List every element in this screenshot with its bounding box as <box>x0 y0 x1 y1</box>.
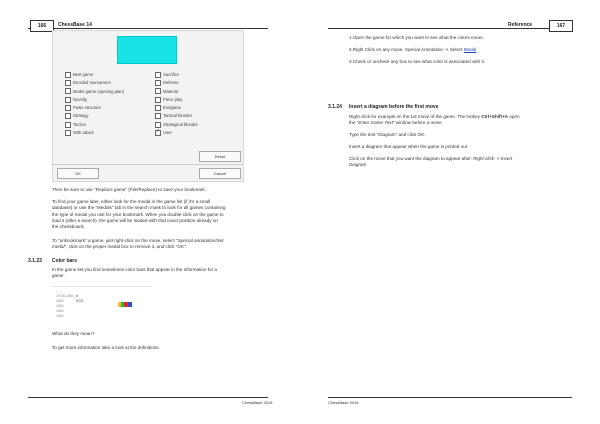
checkbox-label: Endgame <box>163 105 181 111</box>
checkbox-option[interactable] <box>65 129 155 137</box>
paragraph-replace-game: Then be sure to use "Replace game" (File/Replace) to save your bookmark. <box>52 187 206 192</box>
checkbox[interactable] <box>155 80 161 86</box>
checkbox-option[interactable] <box>155 79 245 87</box>
game-list-row <box>56 299 84 303</box>
text-span: open <box>508 114 520 119</box>
section-title: Insert a diagram before the first move <box>349 104 439 110</box>
checkbox-option[interactable] <box>65 104 155 112</box>
section-number: 3.1.23 <box>28 258 42 264</box>
game-list-cell: 1851 <box>56 309 64 313</box>
text-line: In the game list you find sometimes color bars that appear in the information for a <box>52 267 217 272</box>
checkbox-label: Tactics <box>73 121 86 127</box>
text-span: the " <box>349 120 359 126</box>
paragraph-type-text: Type the text "Diagram" and click OK. <box>349 132 426 137</box>
checkbox-option[interactable] <box>155 129 245 137</box>
game-list-row <box>56 294 78 298</box>
text-span: Right click for example on the 1st move of the game. The hotkey <box>349 114 482 119</box>
checkbox-option[interactable] <box>65 112 155 120</box>
paragraph-insert-diagram: Insert a diagram that appear when the game is printed out <box>349 144 467 149</box>
paragraph-find-game <box>52 199 282 230</box>
checkbox-label: Material <box>163 88 178 94</box>
checkbox[interactable] <box>65 97 71 103</box>
checkbox-label: Defense <box>163 80 179 86</box>
checkbox[interactable] <box>155 72 161 78</box>
left-footer-rule <box>28 397 268 398</box>
step-2 <box>349 47 589 53</box>
left-footer: ChessBase 2016 <box>242 400 273 405</box>
checkbox[interactable] <box>65 88 71 94</box>
checkbox[interactable] <box>155 88 161 94</box>
cancel-button[interactable]: Cancel <box>199 168 241 179</box>
checkbox-label: Novelty <box>73 96 87 102</box>
checkbox[interactable] <box>155 97 161 103</box>
checkbox-label: User <box>163 130 172 136</box>
checkbox-option[interactable] <box>65 71 155 79</box>
checkbox-option[interactable] <box>155 71 245 79</box>
right-page <box>300 0 600 424</box>
text-line: load it (after a search), the game will be loaded with that exact position already on <box>52 217 218 223</box>
checkbox[interactable] <box>155 130 161 136</box>
italic-text: Enter Game Text <box>358 120 393 126</box>
left-header-rule <box>28 28 268 29</box>
step-1: 1.Open the game for which you want to see what the colors mean. <box>349 35 484 40</box>
right-header-title: Reference <box>508 22 533 28</box>
checkbox-option[interactable] <box>65 88 155 96</box>
right-page-number: 167 <box>549 20 573 32</box>
italic-text: Right click -> Insert <box>473 156 513 161</box>
reset-button[interactable]: Reset <box>199 151 241 162</box>
color-bar <box>128 302 132 307</box>
checkbox[interactable] <box>65 80 71 86</box>
section-number: 3.1.24 <box>328 104 342 110</box>
paragraph-definitions: To get more information take a look at the definitions. <box>52 345 160 350</box>
right-header-rule <box>328 28 572 29</box>
dialog-left-options <box>65 71 155 137</box>
checkbox-label: Model game (opening plan) <box>73 88 124 94</box>
paragraph-hotkey <box>349 114 589 127</box>
checkbox-label: Strategy <box>73 113 89 119</box>
hotkey-text: Ctrl+Shift+A <box>481 114 508 119</box>
game-list-cell: e <box>76 294 78 298</box>
text-span: 2.Right Click on any move. Special Annotation -> Select <box>349 47 464 52</box>
paragraph-question: What do they mean? <box>52 331 95 336</box>
checkbox-label: Best game <box>73 72 94 77</box>
checkbox[interactable] <box>65 130 71 136</box>
checkbox[interactable] <box>155 113 161 119</box>
medal-link[interactable]: Medal <box>463 47 477 52</box>
checkbox-option[interactable] <box>155 88 245 96</box>
checkbox-label: Sacrifice <box>163 72 180 77</box>
game-list-cell: VCS <box>76 299 84 303</box>
left-header-title: ChessBase 14 <box>58 22 92 28</box>
section-title: Color bars <box>52 258 78 264</box>
left-page-number: 166 <box>30 20 54 32</box>
checkbox-option[interactable] <box>155 121 245 129</box>
checkbox[interactable] <box>65 122 71 128</box>
text-line: To find your game later, either look for the medal in the game list (if it's a small <box>52 199 211 204</box>
checkbox[interactable] <box>155 105 161 111</box>
medal-dialog <box>52 30 244 182</box>
italic-text: medal <box>52 244 65 250</box>
color-swatch <box>117 36 177 64</box>
text-line: the chessboard. <box>52 224 85 230</box>
game-list-row <box>56 289 62 293</box>
paragraph-color-bars <box>52 267 282 280</box>
checkbox-label: With attack <box>73 130 94 136</box>
checkbox-label: Pawn structure <box>73 105 101 111</box>
right-footer: ChessBase 2016 <box>328 400 359 405</box>
game-list-cell: 1851 <box>56 314 64 318</box>
checkbox-label: Piece play <box>163 96 183 102</box>
game-list-color-bars <box>52 286 152 321</box>
checkbox-option[interactable] <box>155 96 245 104</box>
text-line: game. <box>52 273 65 279</box>
game-list-row <box>56 314 64 318</box>
right-footer-rule <box>328 397 572 398</box>
text-span: Click on the move that you want the diagram to appear after. <box>349 156 474 161</box>
checkbox-option[interactable] <box>65 96 155 104</box>
checkbox-option[interactable] <box>155 104 245 112</box>
text-span: ", click on the proper medal box to remove it, and click "OK". <box>64 244 187 250</box>
game-list-cell: ...... <box>56 289 62 293</box>
checkbox[interactable] <box>65 72 71 78</box>
checkbox-option[interactable] <box>65 121 155 129</box>
checkbox-label: Decided tournament <box>73 80 111 86</box>
italic-text: Special annotation/Set <box>177 238 224 243</box>
paragraph-click-move <box>349 156 589 169</box>
game-list-cell: 1851 <box>56 299 64 303</box>
checkbox-option[interactable] <box>155 112 245 120</box>
game-list-row <box>56 304 64 308</box>
text-span: To "unbookmark" a game, just right-click on the move, select " <box>52 238 178 243</box>
text-line: database) or use the "Medals" tab in the search mask to look for all games containing <box>52 205 226 211</box>
game-list-cell: 19.06.1851 <box>56 294 74 298</box>
checkbox-option[interactable] <box>65 79 155 87</box>
text-span: " window before a move. <box>392 120 444 126</box>
game-list-row <box>56 309 64 313</box>
checkbox[interactable] <box>65 113 71 119</box>
paragraph-unbookmark <box>52 238 282 251</box>
dialog-separator <box>53 164 243 165</box>
italic-text: Diagram <box>349 162 367 168</box>
checkbox[interactable] <box>65 105 71 111</box>
checkbox-label: Strategical blunder <box>163 121 198 127</box>
step-3: 3.Check or uncheck any box to see what color is associated with it. <box>349 59 486 64</box>
checkbox[interactable] <box>155 122 161 128</box>
game-list-cell: 1851 <box>56 304 64 308</box>
dialog-right-options <box>155 71 245 137</box>
checkbox-label: Tactical blunder <box>163 113 193 119</box>
ok-button[interactable]: OK <box>57 168 99 179</box>
text-line: the type of medal you use for your bookmark. When you double-click on the game to <box>52 211 224 217</box>
